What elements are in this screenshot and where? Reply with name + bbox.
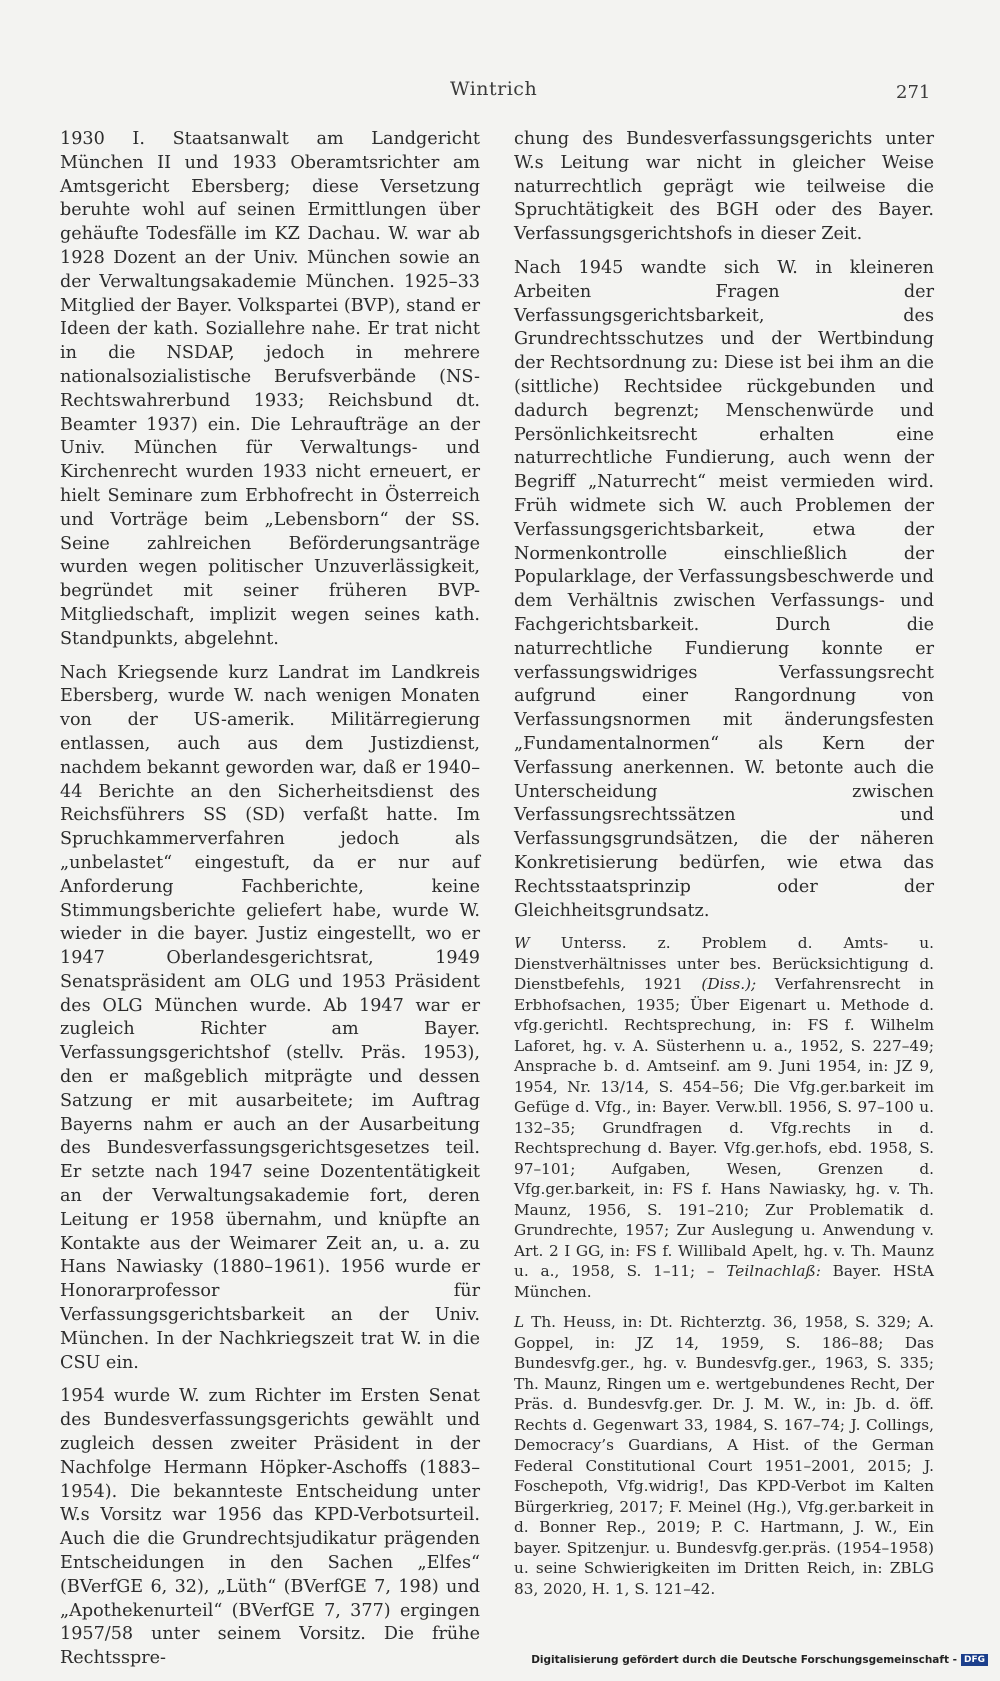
paragraph: chung des Bundesverfassungsgerichts unter W.s Leitung war nicht in gleicher Weise naturrechtlich geprägt wie teilweise die Spruchtätigkeit des BGH oder des Bayer. Verfassungsgerichtshofs in dieser Zeit. xyxy=(514,129,934,245)
works-section xyxy=(514,933,934,1302)
literature-section xyxy=(514,1312,934,1599)
works-text: Unterss. z. Problem d. Amts- u. Dienstverhältnisses unter bes. Berücksichtigung d. Dienstbefehls, 1921 xyxy=(514,934,934,994)
works-marker: W xyxy=(514,934,530,953)
paragraph: 1954 wurde W. zum Richter im Ersten Senat des Bundesverfassungsgerichts gewählt und zugleich dessen zweiter Präsident in der Nachfolge Hermann Höpker-Aschoffs (1883–1954). Die bekannteste Entscheidung unter W.s Vorsitz war 1956 das KPD-Verbotsurteil. Auch die die Grundrechtsjudikatur prägenden Entscheidungen in den Sachen „Elfes“ (BVerfGE 6, 32), „Lüth“ (BVerfGE 7, 198) und „Apothekenurteil“ (BVerfGE 7, 377) ergingen 1957/58 unter seinem Vorsitz. Die frühe Rechtsspre- xyxy=(60,1386,480,1669)
paragraph: Nach 1945 wandte sich W. in kleineren Arbeiten Fragen der Verfassungsgerichtsbarkeit, des Grundrechtsschutzes und der Wertbindung der Rechtsordnung zu: Diese ist bei ihm an die (sittliche) Rechtsidee rückgebunden und dadurch begrenzt; Menschenwürde und Persönlichkeitsrecht erhalten eine naturrechtliche Fundierung, auch wenn der Begriff „Naturrecht“ meist vermieden wird. Früh widmete sich W. auch Problemen der Verfassungsgerichtsbarkeit, etwa der Normenkontrolle einschließlich der Popularklage, der Verfassungsbeschwerde und dem Verhältnis zwischen Verfassungs- und Fachgerichtsbarkeit. Durch die naturrechtliche Fundierung konnte er verfassungswidriges Verfassungsrecht aufgrund einer Rangordnung von Verfassungsnormen mit änderungsfesten „Fundamentalnormen“ als Kern der Verfassung anerkennen. W. betonte auch die Unterscheidung zwischen Verfassungsrechtssätzen und Verfassungsgrundsätzen, die der näheren Konkretisierung bedürfen, wie etwa das Rechtsstaatsprinzip oder der Gleichheitsgrundsatz. xyxy=(514,257,934,921)
works-text: Bayer. HStA München. xyxy=(514,1262,934,1301)
paragraph: 1930 I. Staatsanwalt am Landgericht München II und 1933 Oberamtsrichter am Amtsgericht Ebersberg; diese Versetzung beruhte wohl auf seinen Ermittlungen über gehäufte Todesfälle im KZ Dachau. W. war ab 1928 Dozent an der Univ. München sowie an der Verwaltungsakademie München. 1925–33 Mitglied der Bayer. Volkspartei (BVP), stand er Ideen der kath. Soziallehre nahe. Er trat nicht in die NSDAP, jedoch in mehrere nationalsozialistische Berufsverbände (NS-Rechtswahrerbund 1933; Reichsbund dt. Beamter 1937) ein. Die Lehraufträge an der Univ. München für Verwaltungs- und Kirchenrecht wurden 1933 nicht erneuert, er hielt Seminare zum Erbhofrecht in Österreich und Vorträge beim „Lebensborn“ der SS. Seine zahlreichen Beförderungsanträge wurden wegen politischer Unzuverlässigkeit, begründet mit seiner früheren BVP-Mitgliedschaft, implizit wegen seines kath. Standpunkts, abgelehnt. xyxy=(60,129,480,649)
dfg-logo: DFG xyxy=(961,1654,988,1666)
literature-text: Th. Heuss, in: Dt. Richterztg. 36, 1958, S. 329; A. Goppel, in: JZ 14, 1959, S. 186–88; Das Bundesvfg.ger., hg. v. Bundesvfg.ger., 1963, S. 335; Th. Maunz, Ringen um e. wertgebundenes Recht, Der Präs. d. Bundesvfg.ger. Dr. J. M. W., in: Jb. d. öff. Rechts d. Gegenwart 33, 1984, S. 167–74; J. Collings, Democracy’s Guardians, A Hist. of the German Federal Constitutional Court 1951–2001, 2015; J. Foschepoth, Vfg.widrig!, Das KPD-Verbot im Kalten Bürgerkrieg, 2017; F. Meinel (Hg.), Vfg.ger.barkeit in d. Bonner Rep., 2019; P. C. Hartmann, J. W., Ein bayer. Spitzenjur. u. Bundesvfg.ger.präs. (1954–1958) u. seine Schwierigkeiten im Dritten Reich, in: ZBLG 83, 2020, H. 1, S. 121–42. xyxy=(514,1313,934,1598)
right-column xyxy=(514,128,934,1609)
page-header-title: Wintrich xyxy=(450,78,538,100)
digitization-footer xyxy=(531,1654,988,1666)
works-diss-label: (Diss.); xyxy=(701,975,757,994)
literature-marker: L xyxy=(514,1313,525,1332)
works-text: Verfahrensrecht in Erbhofsachen, 1935; Über Eigenart u. Methode d. vfg.gerichtl. Rechtsprechung, in: FS f. Wilhelm Laforet, hg. v. A. Süsterhenn u. a., 1952, S. 227–49; Ansprache b. d. Amtseinf. am 9. Juni 1954, in: JZ 9, 1954, Nr. 13/14, S. 454–56; Die Vfg.ger.barkeit im Gefüge d. Vfg., in: Bayer. Verw.bll. 1956, S. 97–100 u. 132–35; Grundfragen d. Vfg.rechts in d. Rechtsprechung d. Bayer. Vfg.ger.hofs, ebd. 1958, S. 97–101; Aufgaben, Wesen, Grenzen d. Vfg.ger.barkeit, in: FS f. Hans Nawiasky, hg. v. Th. Maunz, 1956, S. 191–210; Zur Problematik d. Grundrechte, 1957; Zur Auslegung u. Anwendung v. Art. 2 I GG, in: FS f. Willibald Apelt, hg. v. Th. Maunz u. a., 1958, S. 1–11; – xyxy=(514,975,934,1281)
left-column xyxy=(60,128,480,1681)
works-nachlass-label: Teilnachlaß: xyxy=(726,1262,821,1281)
footer-text: Digitalisierung gefördert durch die Deutsche Forschungsgemeinschaft - xyxy=(531,1654,957,1666)
paragraph: Nach Kriegsende kurz Landrat im Landkreis Ebersberg, wurde W. nach wenigen Monaten von der US-amerik. Militärregierung entlassen, auch aus dem Justizdienst, nachdem bekannt geworden war, daß er 1940–44 Berichte an den Sicherheitsdienst des Reichsführers SS (SD) verfaßt hatte. Im Spruchkammerverfahren jedoch als „unbelastet“ eingestuft, da er nur auf Anforderung Fachberichte, keine Stimmungsberichte geliefert habe, wurde W. wieder in die bayer. Justiz eingestellt, wo er 1947 Oberlandesgerichtsrat, 1949 Senatspräsident am OLG und 1953 Präsident des OLG München wurde. Ab 1947 war er zugleich Richter am Bayer. Verfassungsgerichtshof (stellv. Präs. 1953), den er maßgeblich mitprägte und dessen Satzung er mit ausarbeitete; im Auftrag Bayerns nahm er auch an der Ausarbeitung des Bundesverfassungsgerichtsgesetzes teil. Er setzte nach 1947 seine Dozententätigkeit an der Verwaltungsakademie fort, deren Leitung er 1958 übernahm, und knüpfte an Kontakte aus der Weimarer Zeit an, u. a. zu Hans Nawiasky (1880–1961). 1956 wurde er Honorarprofessor für Verfassungsgerichtsbarkeit an der Univ. München. In der Nachkriegszeit trat W. in die CSU ein. xyxy=(60,662,480,1373)
page-number: 271 xyxy=(896,82,931,103)
